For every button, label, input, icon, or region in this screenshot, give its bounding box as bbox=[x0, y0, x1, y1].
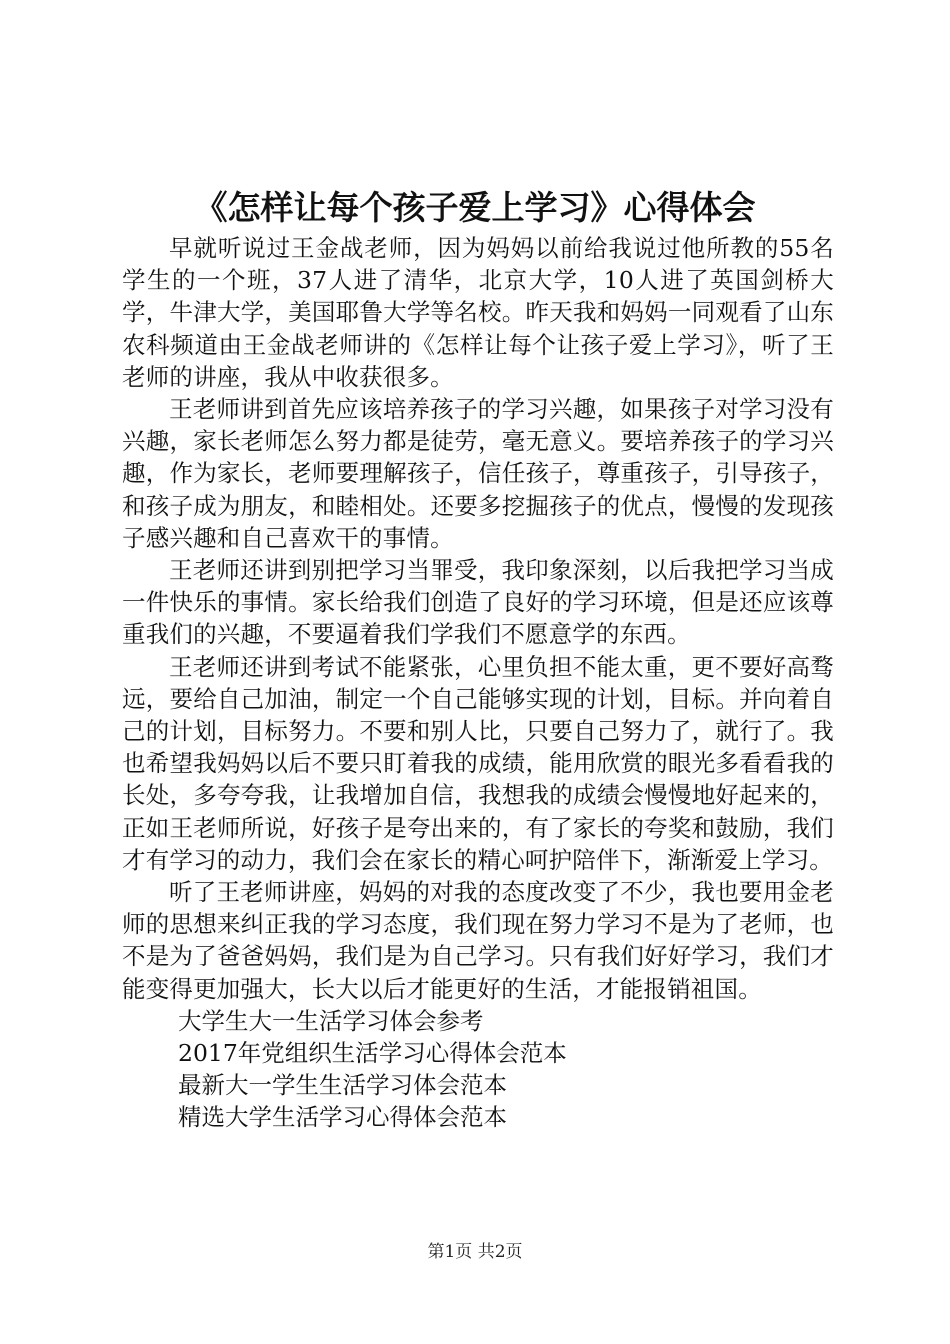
document-title: 《怎样让每个孩子爱上学习》心得体会 bbox=[194, 188, 756, 227]
paragraph: 早就听说过王金战老师，因为妈妈以前给我说过他所教的55名学生的一个班，37人进了清华，北京大学，10人进了英国剑桥大学，牛津大学，美国耶鲁大学等名校。昨天我和妈妈一同观看了山东农科频道由王金战老师讲的《怎样让每个让孩子爱上学习》，听了王老师的讲座，我从中收获很多。 bbox=[122, 234, 834, 391]
related-link[interactable]: 最新大一学生生活学习体会范本 bbox=[178, 1071, 507, 1100]
document-body bbox=[122, 232, 834, 1134]
paragraph: 王老师还讲到别把学习当罪受，我印象深刻，以后我把学习当成一件快乐的事情。家长给我们创造了良好的学习环境，但是还应该尊重我们的兴趣，不要逼着我们学我们不愿意学的东西。 bbox=[122, 556, 834, 649]
paragraph: 王老师讲到首先应该培养孩子的学习兴趣，如果孩子对学习没有兴趣，家长老师怎么努力都是徒劳，毫无意义。要培养孩子的学习兴趣，作为家长，老师要理解孩子，信任孩子，尊重孩子，引导孩子，和孩子成为朋友，和睦相处。还要多挖掘孩子的优点，慢慢的发现孩子感兴趣和自己喜欢干的事情。 bbox=[122, 395, 834, 552]
related-link[interactable]: 2017年党组织生活学习心得体会范本 bbox=[178, 1039, 567, 1068]
related-link[interactable]: 精选大学生活学习心得体会范本 bbox=[178, 1103, 507, 1132]
paragraph: 王老师还讲到考试不能紧张，心里负担不能太重，更不要好高骛远，要给自己加油，制定一个自己能够实现的计划，目标。并向着自己的计划，目标努力。不要和别人比，只要自己努力了，就行了。我也希望我妈妈以后不要只盯着我的成绩，能用欣赏的眼光多看看我的长处，多夸夸我，让我增加自信，我想我的成绩会慢慢地好起来的，正如王老师所说，好孩子是夸出来的，有了家长的夸奖和鼓励，我们才有学习的动力，我们会在家长的精心呵护陪伴下，渐渐爱上学习。 bbox=[122, 652, 834, 874]
page-footer: 第1页 共2页 bbox=[427, 1242, 523, 1262]
related-links-list bbox=[122, 1005, 834, 1134]
related-link[interactable]: 大学生大一生活学习体会参考 bbox=[178, 1006, 484, 1035]
paragraph: 听了王老师讲座，妈妈的对我的态度改变了不少，我也要用金老师的思想来纠正我的学习态度，我们现在努力学习不是为了老师，也不是为了爸爸妈妈，我们是为自己学习。只有我们好好学习，我们才能变得更加强大，长大以后才能更好的生活，才能报销祖国。 bbox=[122, 878, 834, 1003]
